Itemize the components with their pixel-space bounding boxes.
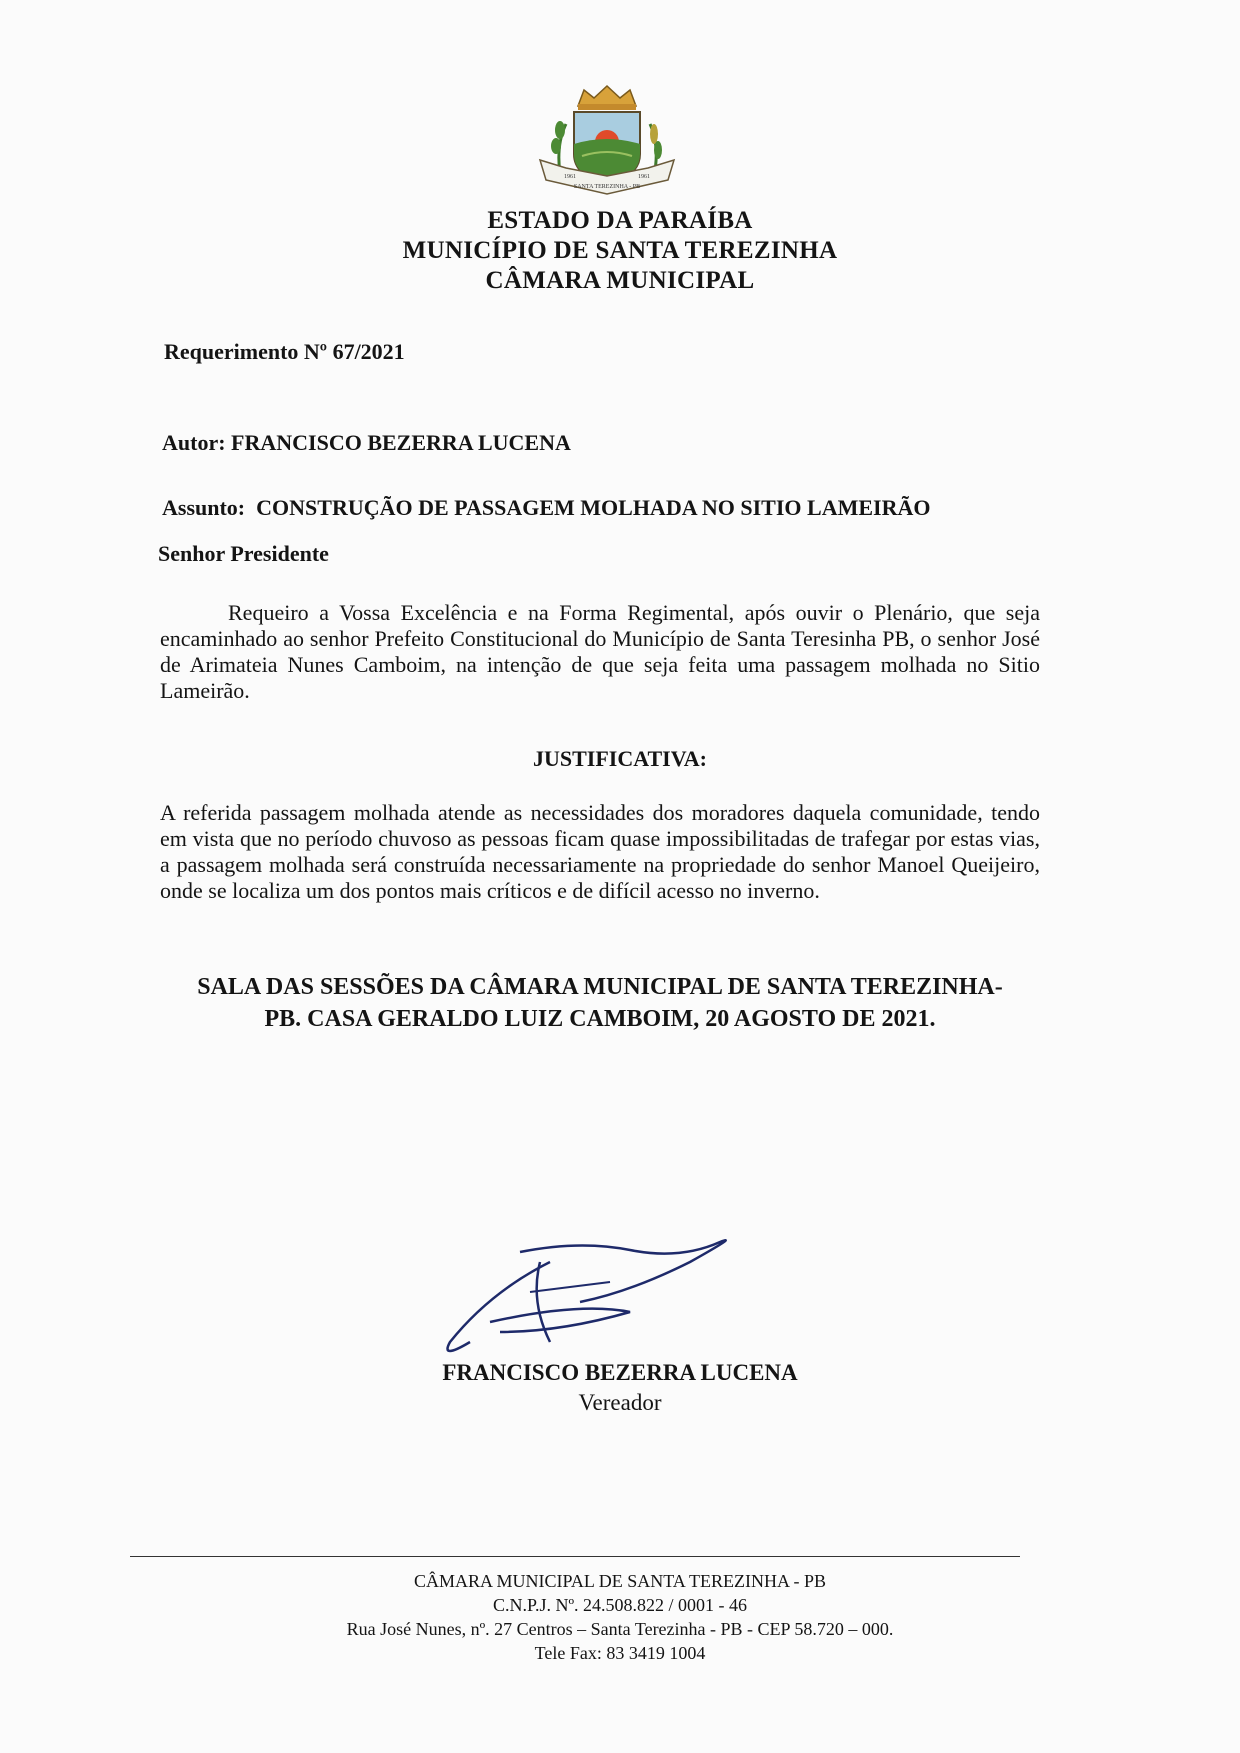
closing-line-2: PB. CASA GERALDO LUIZ CAMBOIM, 20 AGOSTO DE 2021. [264,1006,936,1032]
handwritten-signature [430,1232,750,1362]
subject-line [162,494,930,522]
justification-paragraph: A referida passagem molhada atende as necessidades dos moradores daquela comunidade, tendo em vista que no período chuvoso as pessoas ficam quase impossibilitadas de trafegar por estas vias, a passagem molhada será construída necessariamente na propriedade do senhor Manoel Queijeiro, onde se localiza um dos pontos mais críticos e de difícil acesso no inverno. [160,800,1040,903]
footer-address: Rua José Nunes, nº. 27 Centros – Santa Terezinha - PB - CEP 58.720 – 000. [346,1619,894,1639]
author-line [162,429,571,457]
footer-cnpj: C.N.P.J. Nº. 24.508.822 / 0001 - 46 [492,1595,748,1615]
footer-chamber: CÂMARA MUNICIPAL DE SANTA TEREZINHA - PB [414,1571,826,1591]
subject-text: CONSTRUÇÃO DE PASSAGEM MOLHADA NO SITIO LAMEIRÃO [256,495,931,520]
seal-year-left: 1961 [564,174,576,180]
header-chamber: CÂMARA MUNICIPAL [485,267,755,294]
author-name: FRANCISCO BEZERRA LUCENA [231,430,571,455]
signer-name: FRANCISCO BEZERRA LUCENA [442,1360,798,1385]
seal-ribbon-text: SANTA TEREZINHA - PB [573,184,641,190]
municipal-coat-of-arms [526,84,688,202]
footer-divider [130,1556,1020,1557]
request-paragraph: Requeiro a Vossa Excelência e na Forma Regimental, após ouvir o Plenário, que seja encaminhado ao senhor Prefeito Constitucional do Município de Santa Teresinha PB, o senhor José de Arimateia Nunes Camboim, na intenção de que seja feita uma passagem molhada no Sitio Lameirão. [160,600,1040,703]
header-state: ESTADO DA PARAÍBA [487,207,753,234]
subject-label: Assunto: [162,495,246,520]
seal-year-right: 1961 [638,174,650,180]
footer-phone: Tele Fax: 83 3419 1004 [534,1643,706,1663]
signer-role: Vereador [578,1390,662,1415]
header-municipality: MUNICÍPIO DE SANTA TEREZINHA [402,237,838,264]
closing-line-1: SALA DAS SESSÕES DA CÂMARA MUNICIPAL DE SANTA TEREZINHA- [197,974,1003,1000]
salutation: Senhor Presidente [158,541,329,566]
request-number: Requerimento Nº 67/2021 [164,339,405,364]
justification-title: JUSTIFICATIVA: [532,746,707,771]
author-label: Autor: [162,430,226,455]
